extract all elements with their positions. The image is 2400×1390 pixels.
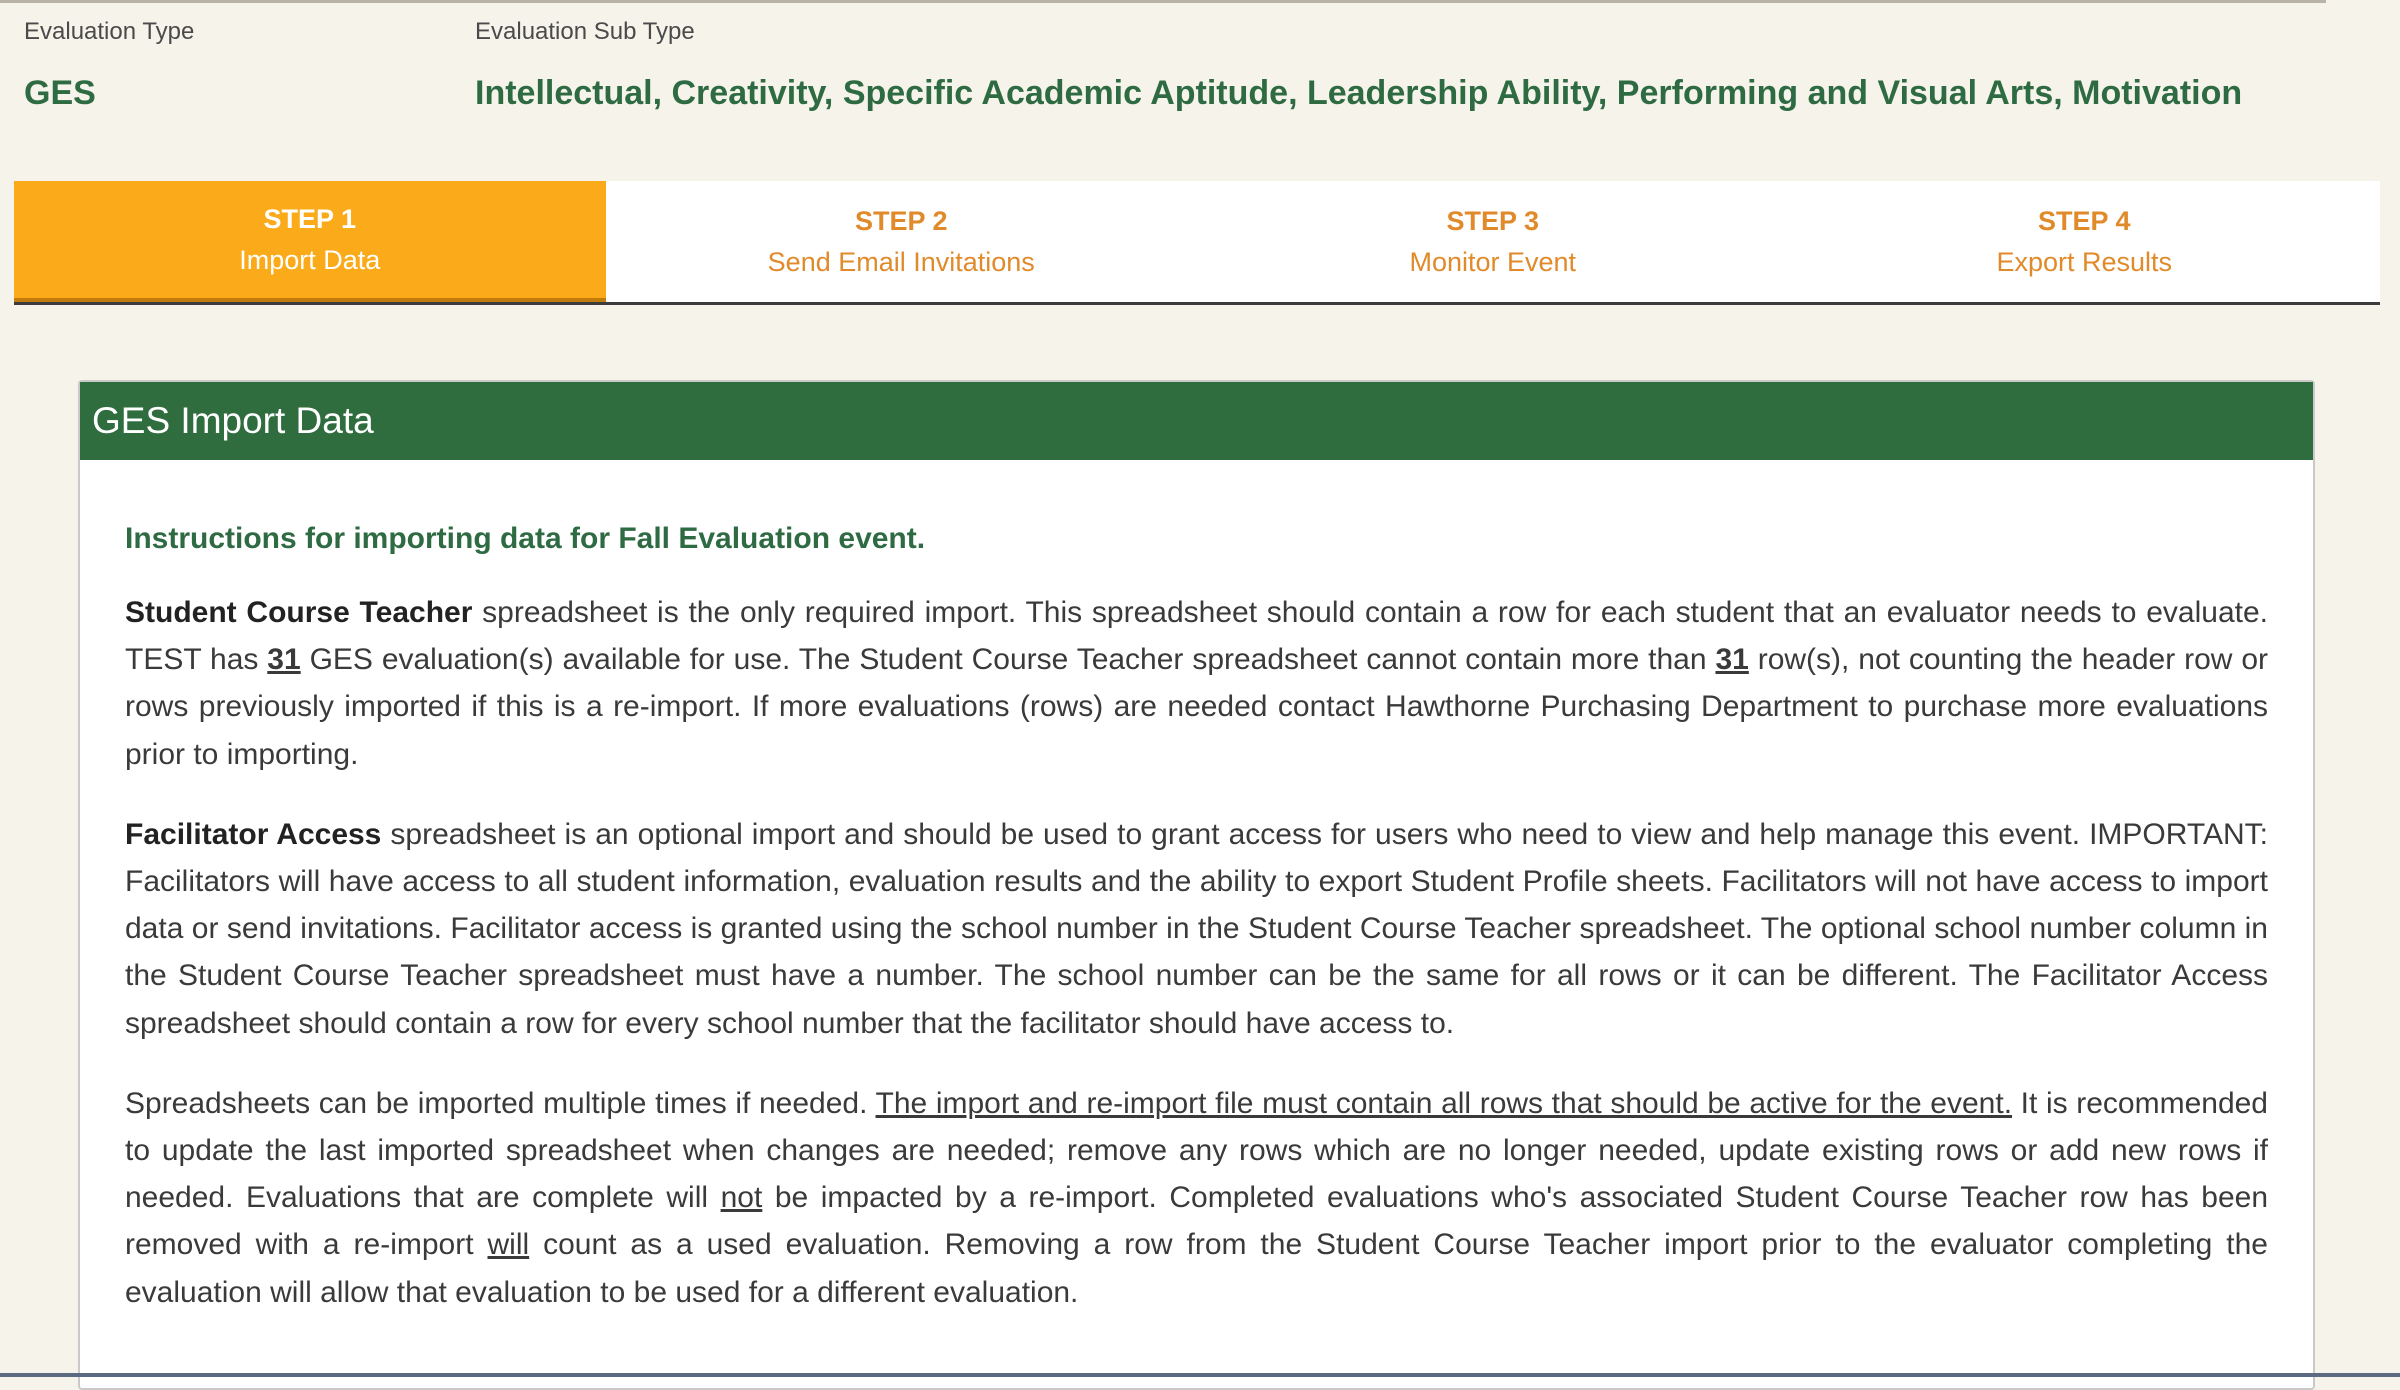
max-rows-count: 31 bbox=[1715, 643, 1749, 677]
top-divider bbox=[0, 0, 2326, 3]
step-number: STEP 1 bbox=[263, 203, 357, 234]
step-label: Monitor Event bbox=[1409, 246, 1577, 277]
step-1-import-data[interactable] bbox=[14, 181, 606, 302]
reimport-requirement: The import and re-import file must contain all rows that should be active for the event. bbox=[875, 1086, 2013, 1120]
import-data-panel bbox=[78, 380, 2315, 1390]
evaluation-type-label: Evaluation Type bbox=[24, 18, 195, 45]
step-number: STEP 4 bbox=[2037, 205, 2131, 236]
not-emphasis: not bbox=[720, 1181, 763, 1215]
evaluation-subtype-value: Intellectual, Creativity, Specific Academic Aptitude, Leadership Ability, Performing and Visual Arts, Motivation bbox=[475, 74, 2243, 112]
available-evaluations-count: 31 bbox=[267, 643, 301, 677]
evaluation-subtype-label: Evaluation Sub Type bbox=[475, 18, 695, 45]
will-emphasis: will bbox=[487, 1228, 530, 1262]
instructions-heading: Instructions for importing data for Fall Evaluation event. bbox=[125, 522, 926, 555]
step-label: Import Data bbox=[239, 244, 381, 275]
step-4-export-results[interactable] bbox=[1789, 181, 2381, 302]
step-2-send-email-invitations[interactable] bbox=[606, 181, 1198, 302]
evaluation-type-value: GES bbox=[24, 74, 96, 112]
reimport-paragraph: Spreadsheets can be imported multiple times if needed. The import and re-import file must contain all rows that should be active for the event. It is recommended to update the last imported spreadsheet when changes are needed; remove any rows which are no longer needed, update existing rows or add new rows if needed. Evaluations that are complete will not be impacted by a re-import. Completed evaluations who's associated Student Course Teacher row has been removed with a re-import will count as a used evaluation. Removing a row from the Student Course Teacher import prior to the evaluator completing the evaluation will allow that evaluation to be used for a different evaluation. bbox=[125, 1086, 2269, 1309]
panel-title: GES Import Data bbox=[80, 382, 2313, 460]
bottom-border bbox=[0, 1373, 2400, 1377]
step-3-monitor-event[interactable] bbox=[1197, 181, 1789, 302]
facilitator-access-paragraph: Facilitator Access spreadsheet is an optional import and should be used to grant access for users who need to view and help manage this event. IMPORTANT: Facilitators will have access to all student information, evaluation results and the ability to export Student Profile sheets. Facilitators will not have access to import data or send invitations. Facilitator access is granted using the school number in the Student Course Teacher spreadsheet. The optional school number column in the Student Course Teacher spreadsheet must have a number. The school number can be the same for all rows or it can be different. The Facilitator Access spreadsheet should contain a row for every school number that the facilitator should have access to. bbox=[125, 817, 2268, 1040]
step-number: STEP 3 bbox=[1446, 205, 1540, 236]
facilitator-access-term: Facilitator Access bbox=[125, 817, 382, 851]
wizard-steps bbox=[14, 181, 2380, 305]
student-course-teacher-term: Student Course Teacher bbox=[125, 596, 473, 629]
step-label: Send Email Invitations bbox=[767, 246, 1035, 277]
panel-body bbox=[80, 522, 2313, 1316]
step-number: STEP 2 bbox=[854, 205, 948, 236]
student-course-teacher-paragraph: Student Course Teacher spreadsheet is the only required import. This spreadsheet should contain a row for each student that an evaluator needs to evaluate. TEST has 31 GES evaluation(s) available for use. The Student Course Teacher spreadsheet cannot contain more than 31 row(s), not counting the header row or rows previously imported if this is a re-import. If more evaluations (rows) are needed contact Hawthorne Purchasing Department to purchase more evaluations prior to importing. bbox=[125, 596, 2268, 771]
step-label: Export Results bbox=[1996, 246, 2173, 277]
